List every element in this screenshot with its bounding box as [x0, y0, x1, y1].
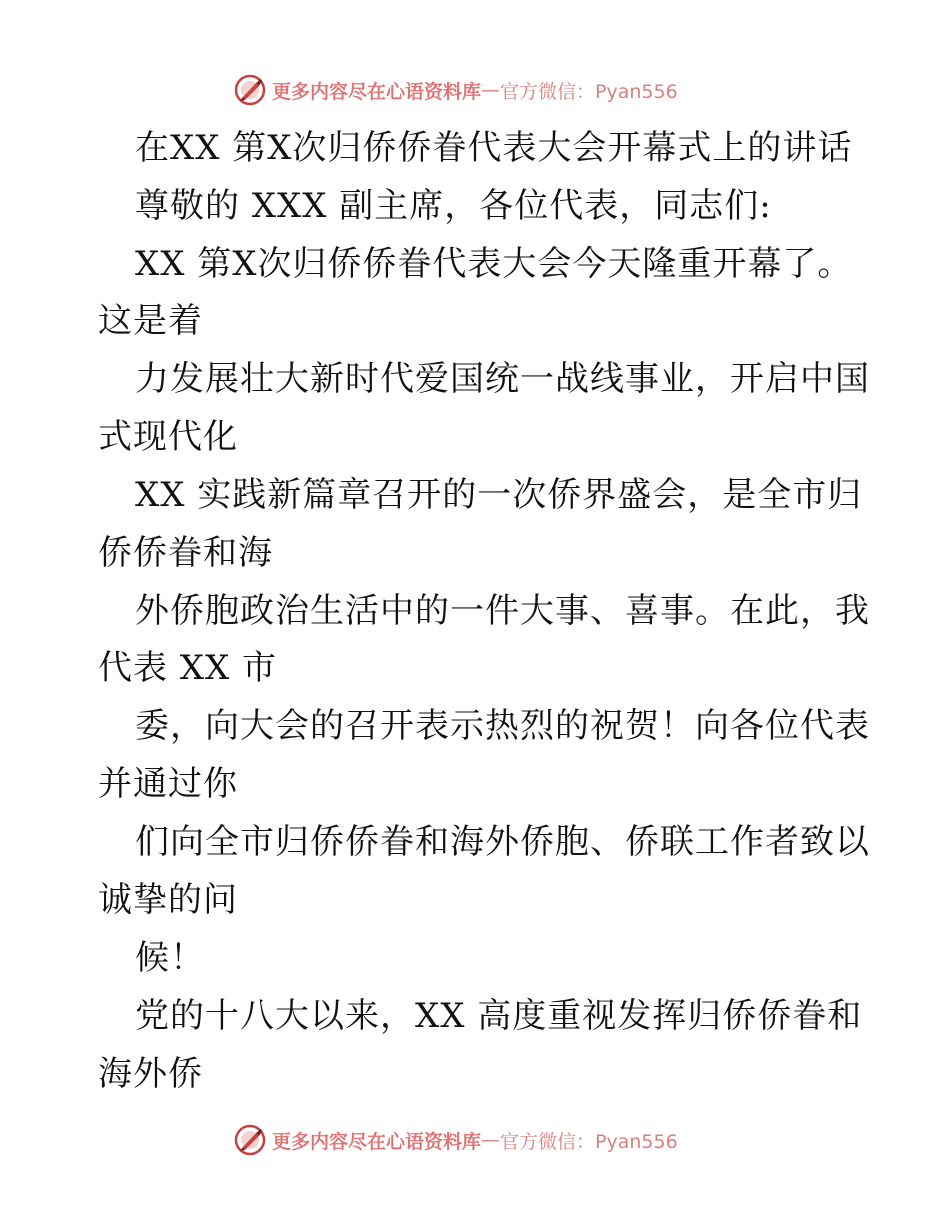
- salutation-line: 尊敬的 XXX 副主席，各位代表，同志们:: [135, 186, 772, 226]
- document-title: 在XX 第X次归侨侨眷代表大会开幕式上的讲话: [135, 128, 853, 168]
- paragraph-line: 党的十八大以来，XX 高度重视发挥归侨侨眷和: [135, 996, 863, 1036]
- paragraph-line: XX 实践新篇章召开的一次侨界盛会，是全市归: [135, 475, 863, 515]
- banner-brand-text: 更多内容尽在心语资料库: [272, 1130, 482, 1153]
- paragraph-line: 并通过你: [98, 764, 238, 804]
- footer-banner: [234, 1123, 678, 1157]
- paragraph-line: 诚挚的问: [98, 880, 238, 920]
- banner-dash: —: [481, 79, 501, 101]
- banner-brand-text: 更多内容尽在心语资料库: [272, 80, 482, 103]
- banner-wechat-text: 官方微信：Pyan556: [500, 1130, 678, 1153]
- paragraph-line: 委，向大会的召开表示热烈的祝贺！向各位代表: [135, 706, 870, 746]
- paragraph-line: 式现代化: [98, 417, 238, 457]
- banner-dash: —: [481, 1129, 501, 1151]
- banner-wechat-text: 官方微信：Pyan556: [500, 80, 678, 103]
- header-banner: [234, 73, 678, 107]
- quill-logo-icon: [234, 74, 266, 106]
- paragraph-line: 海外侨: [98, 1054, 203, 1094]
- paragraph-line: 侨侨眷和海: [98, 533, 273, 573]
- paragraph-line: 代表 XX 市: [98, 648, 278, 688]
- paragraph-line: 候！: [135, 938, 205, 978]
- paragraph-line: 力发展壮大新时代爱国统一战线事业，开启中国: [135, 359, 870, 399]
- paragraph-line: 这是着: [98, 301, 203, 341]
- paragraph-line: XX 第X次归侨侨眷代表大会今天隆重开幕了。: [135, 244, 853, 284]
- paragraph-line: 们向全市归侨侨眷和海外侨胞、侨联工作者致以: [135, 822, 870, 862]
- paragraph-line: 外侨胞政治生活中的一件大事、喜事。在此，我: [135, 591, 870, 631]
- quill-logo-icon: [234, 1124, 266, 1156]
